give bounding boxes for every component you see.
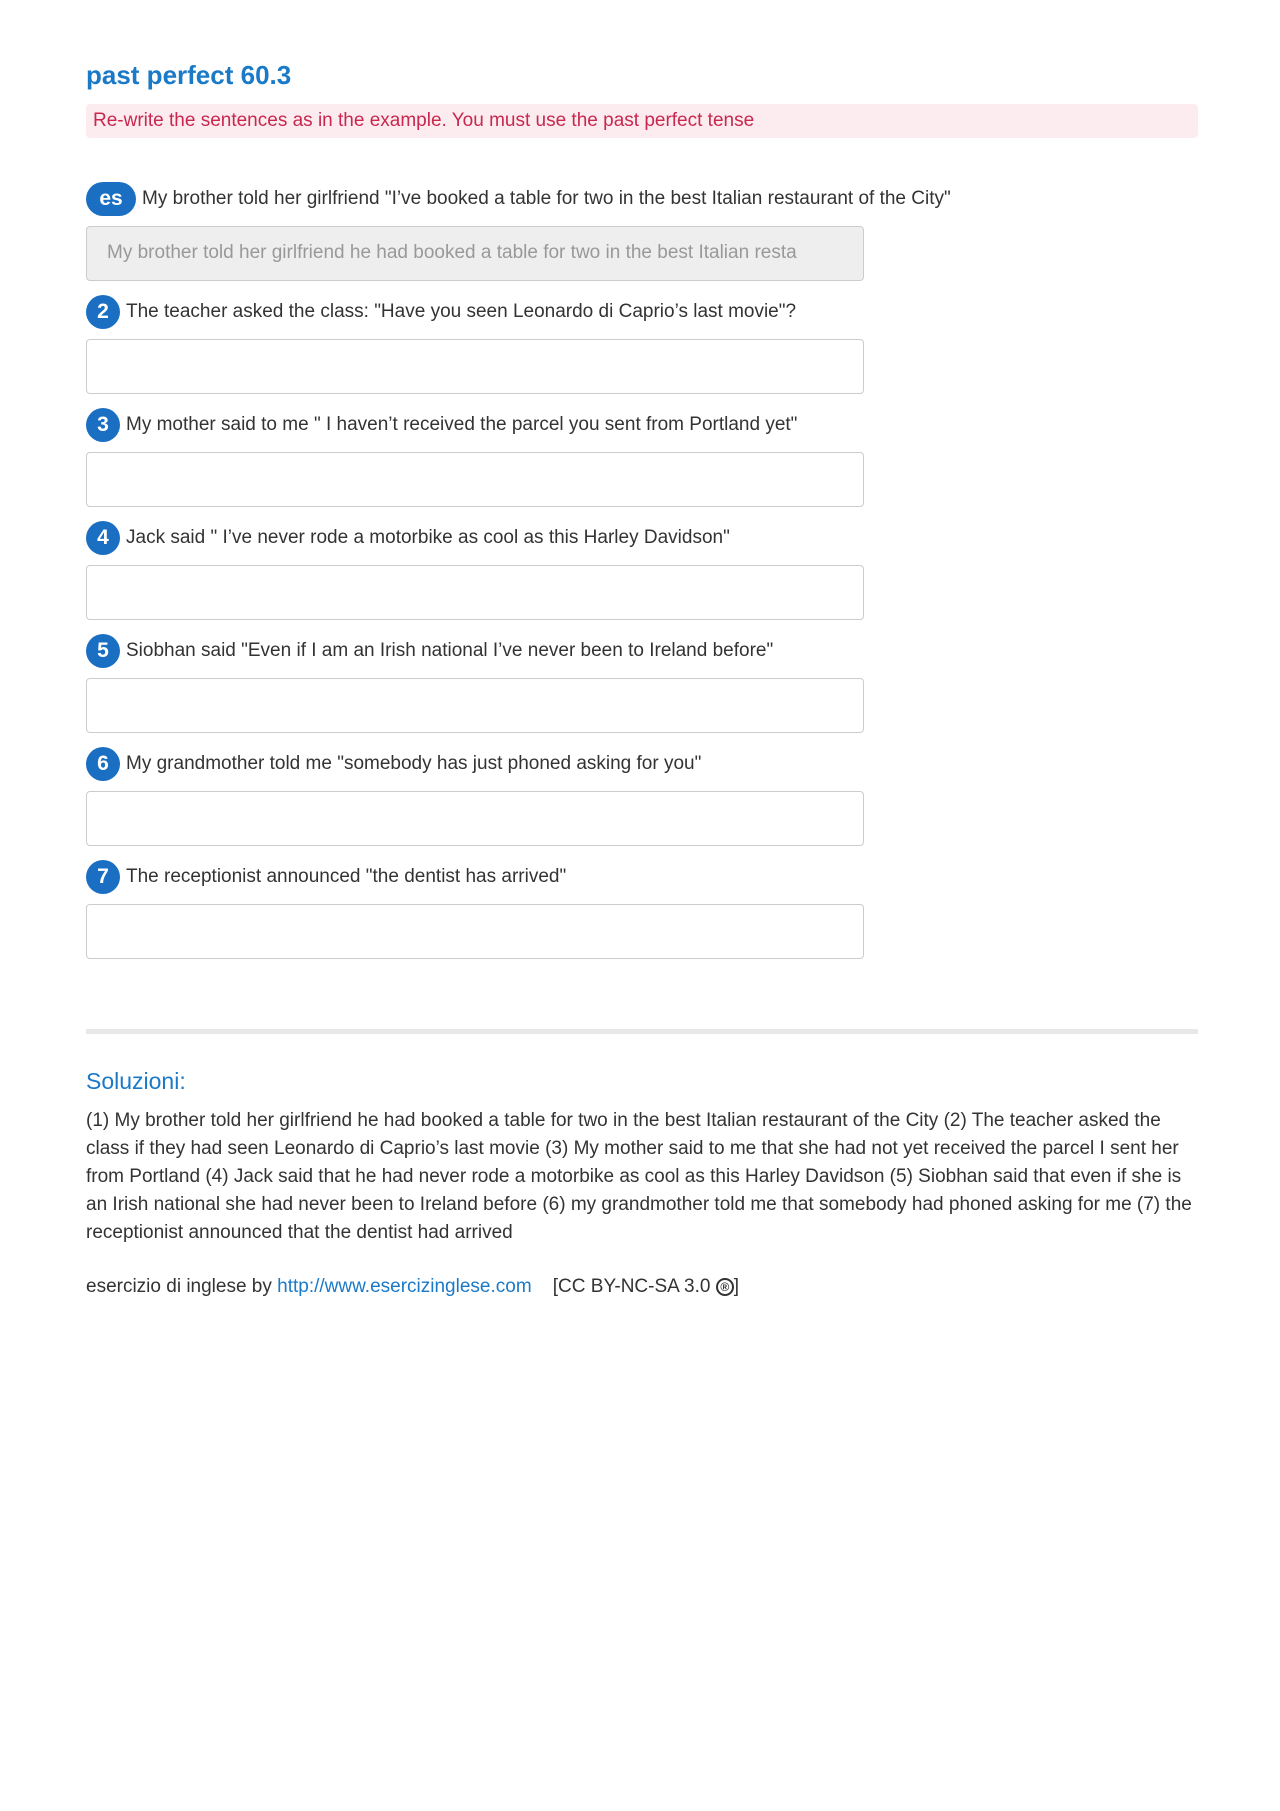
question-text: Jack said " I’ve never rode a motorbike as cool as this Harley Davidson" [126,527,730,548]
answer-field[interactable] [86,904,864,959]
question-text: My grandmother told me "somebody has just phoned asking for you" [126,753,702,774]
answer-field[interactable] [86,452,864,507]
cc-icon: ® [716,1278,734,1296]
question-number-badge: 3 [86,408,120,442]
question-text: My mother said to me " I haven’t received the parcel you sent from Portland yet" [126,414,798,435]
footer-credit [86,1276,1198,1298]
question-text: My brother told her girlfriend "I’ve booked a table for two in the best Italian restaurant of the City" [142,188,951,209]
question-example [86,182,1198,281]
solutions-text: (1) My brother told her girlfriend he had booked a table for two in the best Italian restaurant of the City (2) The teacher asked the class if they had seen Leonardo di Caprio’s last movie (3) My mother said to me that she had not yet received the parcel I sent her from Portland (4) Jack said that he had never rode a motorbike as cool as this Harley Davidson (5) Siobhan said that even if she is an Irish national she had never been to Ireland before (6) my grandmother told me that somebody had phoned asking for me (7) the receptionist announced that the dentist had arrived [86,1110,1192,1243]
question-number-badge: 6 [86,747,120,781]
question-number-badge: es [86,182,136,216]
question-text: The receptionist announced "the dentist has arrived" [126,866,567,887]
footer-prefix: esercizio di inglese by [86,1276,272,1297]
question-number-badge: 4 [86,521,120,555]
question-4 [86,521,1198,620]
page-title: past perfect 60.3 [86,60,292,90]
instruction-banner: Re-write the sentences as in the example. You must use the past perfect tense [86,104,1198,138]
question-number-badge: 2 [86,295,120,329]
solutions-heading: Soluzioni: [86,1068,186,1094]
worksheet [86,58,1198,1298]
question-2 [86,295,1198,394]
example-answer-field: My brother told her girlfriend he had booked a table for two in the best Italian resta [86,226,864,281]
question-7 [86,860,1198,959]
question-6 [86,747,1198,846]
answer-field[interactable] [86,678,864,733]
question-3 [86,408,1198,507]
answer-field[interactable] [86,791,864,846]
question-text: The teacher asked the class: "Have you seen Leonardo di Caprio’s last movie"? [126,301,797,322]
answer-field[interactable] [86,339,864,394]
question-number-badge: 7 [86,860,120,894]
license-text: [CC BY-NC-SA 3.0 [552,1276,711,1297]
question-text: Siobhan said "Even if I am an Irish national I’ve never been to Ireland before" [126,640,774,661]
question-5 [86,634,1198,733]
answer-field[interactable] [86,565,864,620]
question-number-badge: 5 [86,634,120,668]
section-divider [86,1029,1198,1034]
license-close: ] [733,1276,740,1297]
website-link[interactable]: http://www.esercizinglese.com [277,1276,532,1297]
